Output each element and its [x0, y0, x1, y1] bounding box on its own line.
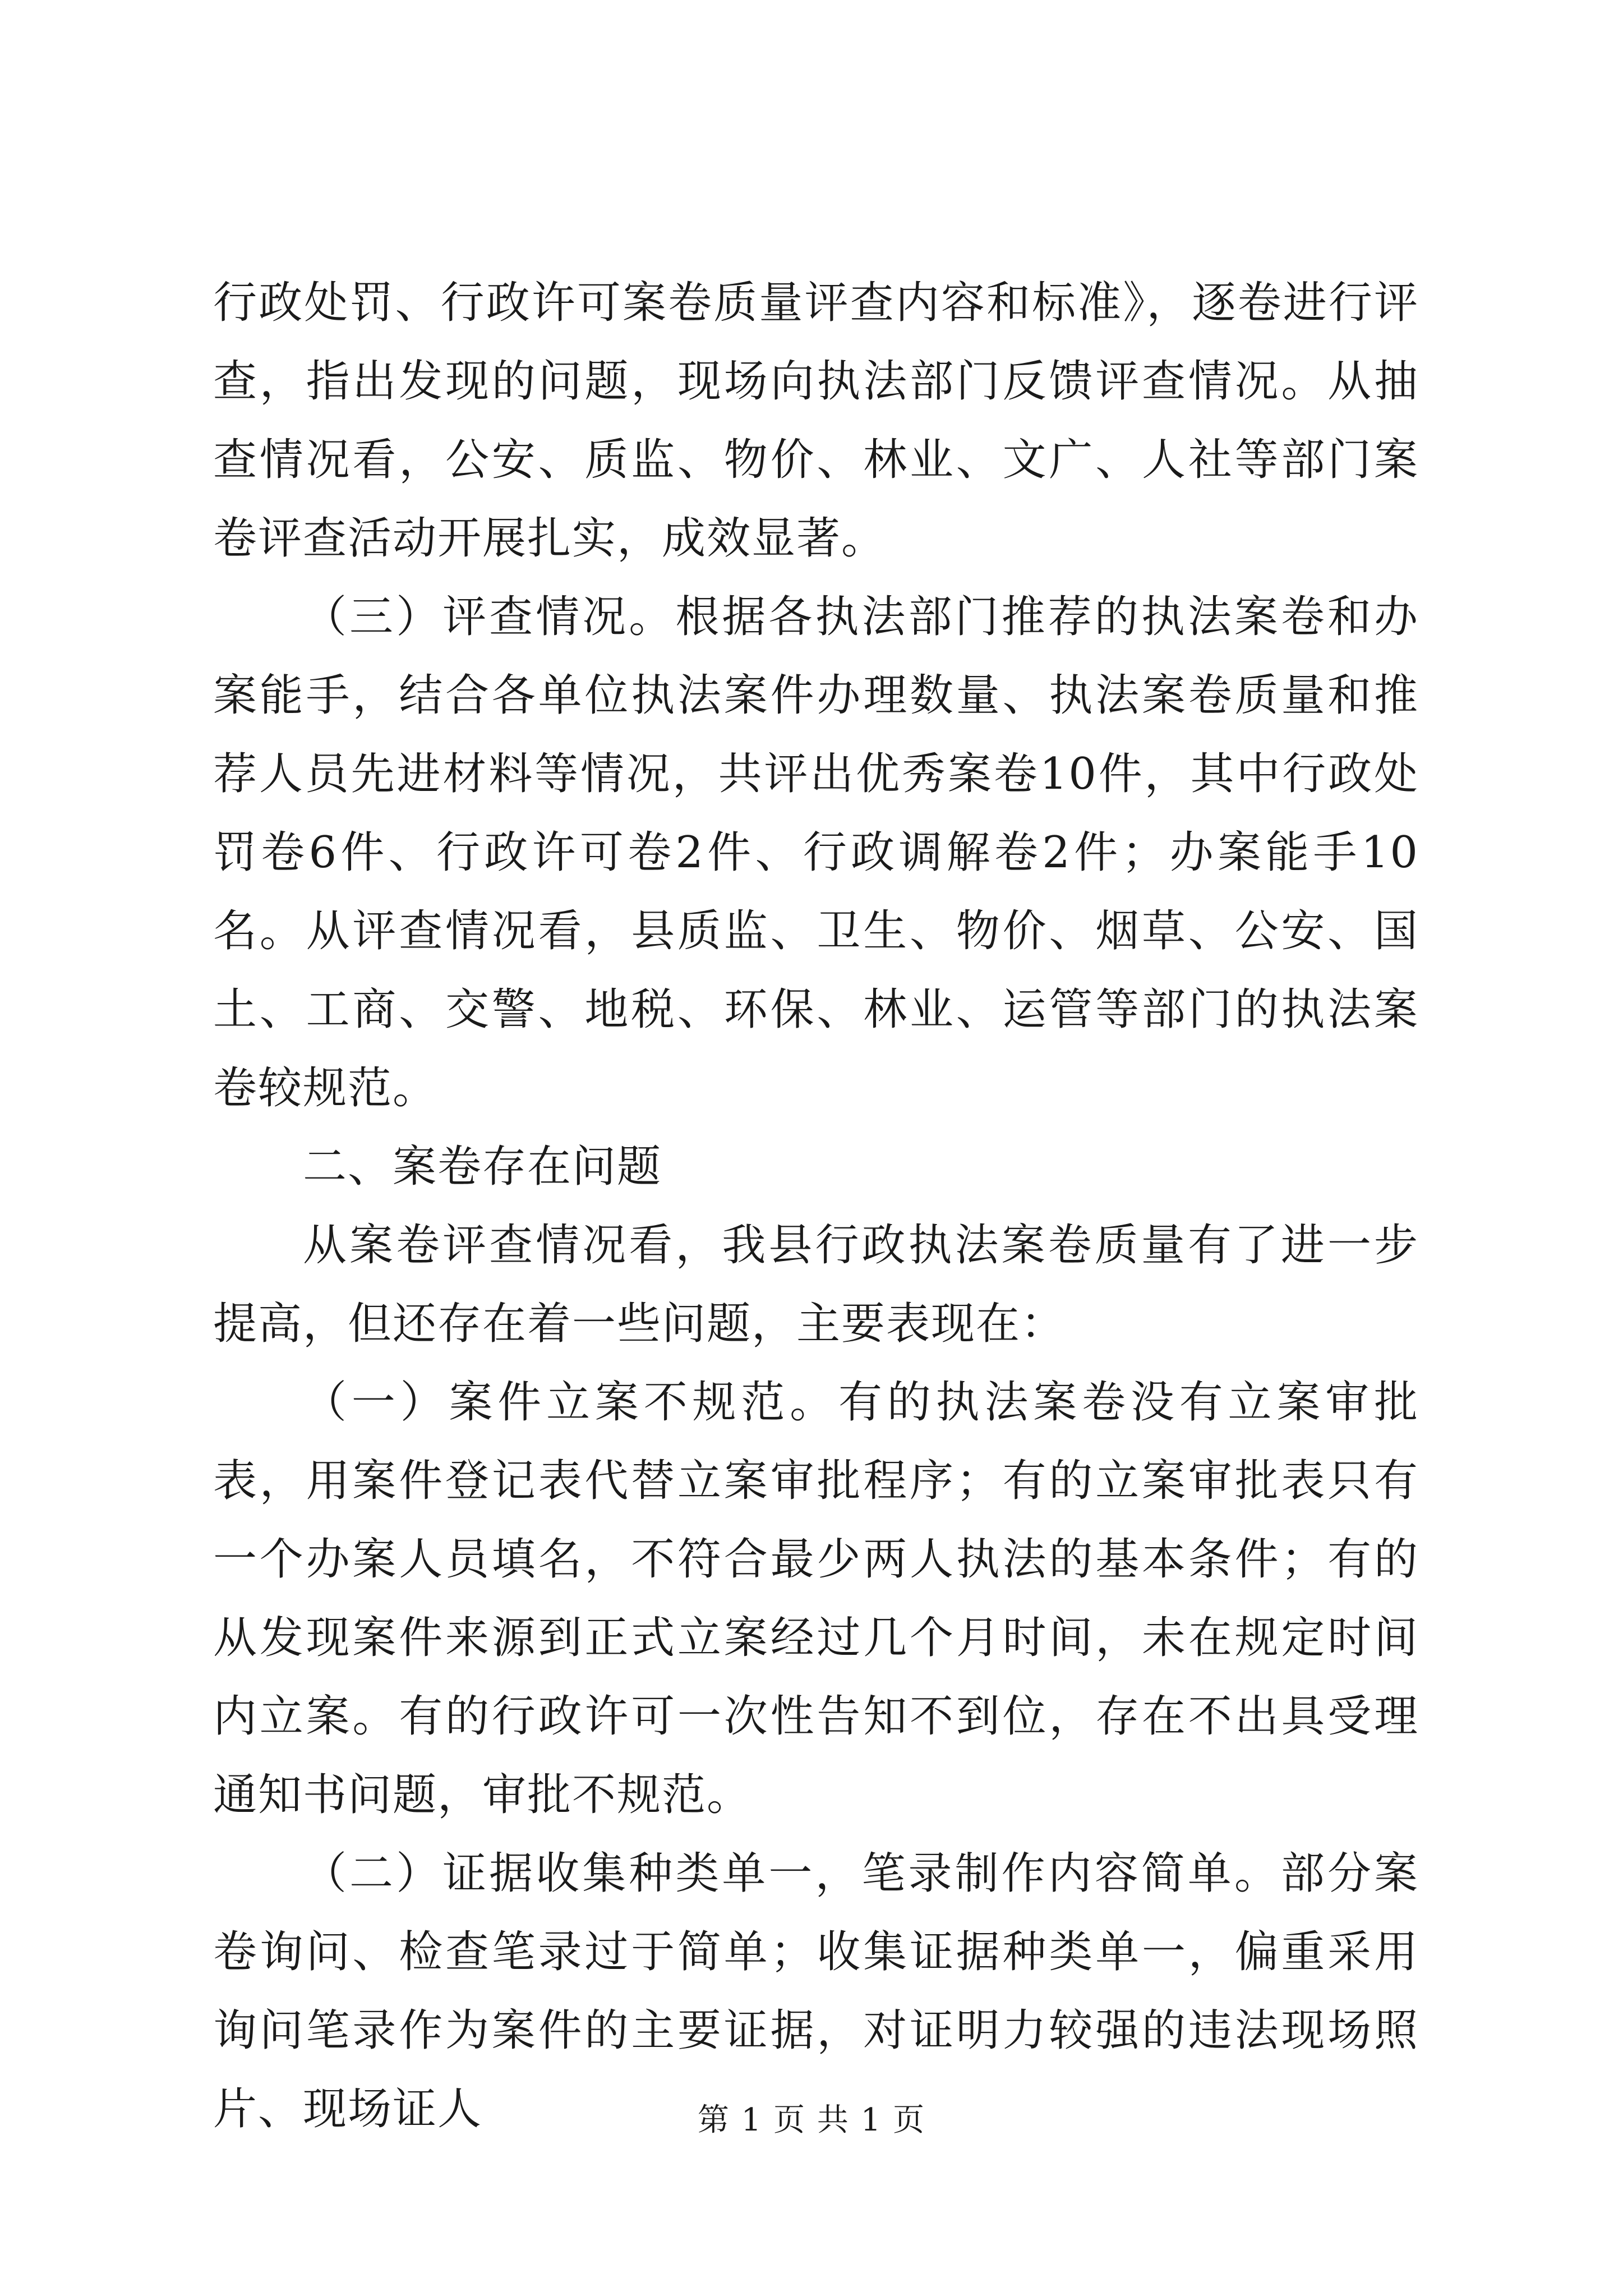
- paragraph-problems-intro: 从案卷评查情况看，我县行政执法案卷质量有了进一步提高，但还存在着一些问题，主要表现在：: [213, 1220, 1419, 1349]
- paragraph-review-status: （三）评查情况。根据各执法部门推荐的执法案卷和办案能手，结合各单位执法案件办理数量、执法案卷质量和推荐人员先进材料等情况，共评出优秀案卷10件，其中行政处罚卷6件、行政许可卷2件、行政调解卷2件；办案能手10名。从评查情况看，县质监、卫生、物价、烟草、公安、国土、工商、交警、地税、环保、林业、运管等部门的执法案卷较规范。: [213, 592, 1419, 1114]
- paragraph-evidence-issues: （二）证据收集种类单一，笔录制作内容简单。部分案卷询问、检查笔录过于简单；收集证据种类单一，偏重采用询问笔录作为案件的主要证据，对证明力较强的违法现场照片、现场证人: [213, 1848, 1419, 2134]
- document-body: [213, 264, 1419, 2148]
- page-footer: 第 1 页 共 1 页: [697, 2102, 926, 2138]
- paragraph-filing-issues: （一）案件立案不规范。有的执法案卷没有立案审批表，用案件登记表代替立案审批程序；有的立案审批表只有一个办案人员填名，不符合最少两人执法的基本条件；有的从发现案件来源到正式立案经过几个月时间，未在规定时间内立案。有的行政许可一次性告知不到位，存在不出具受理通知书问题，审批不规范。: [213, 1377, 1419, 1820]
- section-heading-problems: 二、案卷存在问题: [303, 1142, 662, 1192]
- paragraph-continuation: 行政处罚、行政许可案卷质量评查内容和标准》，逐卷进行评查，指出发现的问题，现场向执法部门反馈评查情况。从抽查情况看，公安、质监、物价、林业、文广、人社等部门案卷评查活动开展扎实，成效显著。: [213, 278, 1419, 564]
